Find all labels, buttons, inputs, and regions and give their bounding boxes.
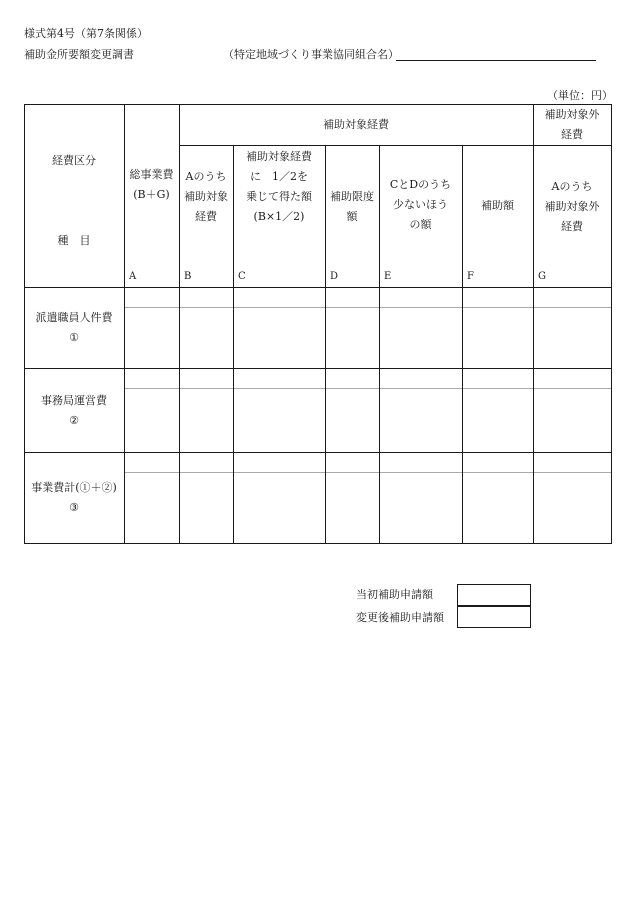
- col-header-f: 補助額: [481, 199, 514, 212]
- document-title: 補助金所要額変更調書: [24, 48, 134, 61]
- cooperative-name-label: （特定地域づくり事業協同組合名）: [223, 48, 399, 61]
- col-header-c: 補助対象経費 に 1／2を 乗じて得た額 (B×1／2): [246, 150, 312, 223]
- initial-application-label: 当初補助申請額: [356, 588, 433, 601]
- col-letter-f: F: [467, 271, 474, 282]
- row-label-staff-cost: 派遣職員人件費 ①: [35, 311, 113, 344]
- col-header-e: CとDのうち 少ないほう の額: [389, 178, 452, 231]
- form-number: 様式第4号（第7条関係）: [24, 27, 148, 40]
- row-label-office-cost: 事務局運営費 ②: [41, 393, 107, 427]
- col-letter-d: D: [330, 271, 339, 282]
- group-eligible-header: 補助対象経費: [323, 118, 389, 131]
- group-ineligible-header: 補助対象外 経費: [544, 108, 600, 141]
- col-letter-a: A: [129, 271, 137, 282]
- col-header-g: Aのうち 補助対象外 経費: [544, 180, 600, 233]
- col-header-b: Aのうち 補助対象 経費: [184, 170, 228, 223]
- col-letter-g: G: [538, 271, 546, 282]
- changed-application-amount-box[interactable]: [457, 606, 531, 628]
- unit-label: （単位：円）: [547, 89, 613, 102]
- col-letter-e: E: [384, 271, 392, 282]
- row-header-item: 種 目: [57, 234, 91, 247]
- col-header-d: 補助限度 額: [330, 190, 374, 223]
- col-header-total: 総事業費 (B＋G): [129, 168, 174, 201]
- row-label-total: 事業費計(①＋②) ③: [31, 481, 117, 514]
- col-letter-c: C: [238, 271, 246, 282]
- initial-application-amount-box[interactable]: [457, 584, 531, 606]
- col-letter-b: B: [184, 271, 192, 282]
- changed-application-label: 変更後補助申請額: [356, 611, 444, 624]
- row-header-category: 経費区分: [52, 154, 96, 167]
- cooperative-name-field[interactable]: [396, 60, 596, 61]
